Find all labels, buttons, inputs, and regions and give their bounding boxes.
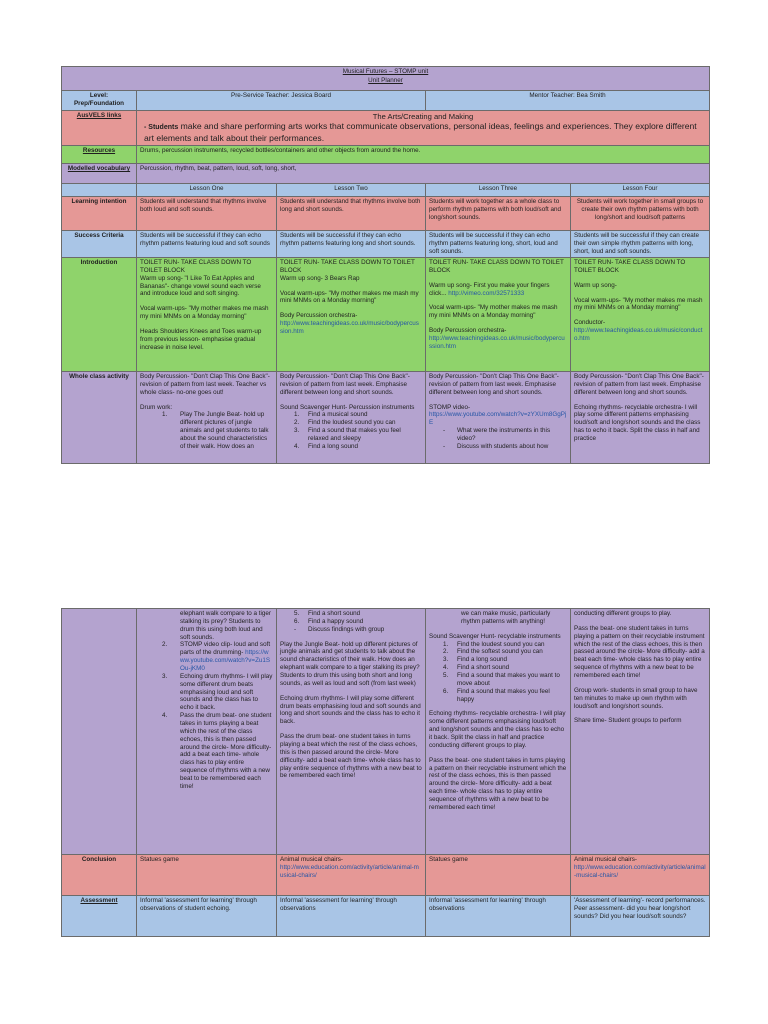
assessment-lesson-1: Informal 'assessment for learning' through observations of student echoing. (137, 896, 277, 937)
intro-l2-body-percussion-link[interactable]: http://www.teachingideas.co.uk/music/bodypercussion.htm (280, 320, 419, 336)
list-item: - What were the instruments in this video? (443, 427, 551, 443)
whole-class-lesson-3 (426, 372, 571, 464)
continued-lesson-3 (426, 609, 571, 855)
cont-l1-lead: elephant walk compare to a tiger stalking its prey? Students to drum this using both loud and soft sounds. (180, 610, 272, 641)
intro-l2-warmup-song: Warm up song- 3 Bears Rap (280, 274, 360, 282)
conclusion-lesson-2 (277, 855, 426, 896)
lesson-one-header: Lesson One (137, 184, 277, 197)
ausvels-body-text: make and share performing arts works that communicate observations, personal ideas, feelings and experiences. They explore different art elements and talk about their performances. (144, 121, 697, 143)
intro-l3-toilet-run: TOILET RUN- TAKE CLASS DOWN TO TOILET BLOCK (429, 259, 564, 274)
cont-l4-lead: conducting different groups to play. (574, 610, 672, 617)
list-item: 2. STOMP video clip- loud and soft parts of the drumming- https://www.youtube.com/watch?v=Zu1SOu-jKM0 (162, 641, 271, 673)
introduction-lesson-3 (426, 258, 571, 372)
learning-intention-lesson-1: Students will understand that rhythms involve both loud and soft sounds. (137, 197, 277, 231)
cont-l2-echoing: Echoing drum rhythms- I will play some different drum beats emphasising loud and soft sounds and long and short sounds and the class has to echo it back. (280, 694, 421, 726)
introduction-lesson-1 (137, 258, 277, 372)
learning-intention-label: Learning intention (62, 197, 137, 231)
learning-intention-lesson-3: Students will work together as a whole class to perform rhythm patterns with both loud/soft and long/short sounds. (426, 197, 571, 231)
conclusion-l4-link[interactable]: http://www.education.com/activity/article/animal-musical-chairs/ (574, 863, 706, 879)
cont-l3-pass-beat: Pass the beat- one student takes in turns playing a pattern on their recyclable instrument which the rest of the class echoes, this is then passed around the circle- More difficulty- add a beat each time- whole class has to play entire sequence of rhythms with a new beat to be remembered each time! (429, 756, 567, 811)
continued-lesson-1 (137, 609, 277, 855)
cont-l4-share-time: Share time- Student groups to perform (574, 717, 682, 725)
cont-l4-group-work: Group work- students in small group to have ten minutes to make up own rhythm with loud/soft and long/short sounds. (574, 686, 698, 710)
continued-lesson-4 (571, 609, 710, 855)
level-label: Level: Prep/Foundation (62, 91, 137, 111)
whole-class-lesson-4 (571, 372, 710, 464)
intro-l1-vocal-warmup: Vocal warm-ups- "My mother makes me mash my mini MNMs on a Monday morning" (140, 305, 269, 321)
cont-l2-pass-drum: Pass the drum beat- one student takes in turns playing a beat which the rest of the class echoes, this is then passed around the circle- More difficulty- add a beat each time- whole class has to play entire sequence of rhythms with a new beat to be remembered each time! (280, 733, 422, 780)
assessment-lesson-4: 'Assessment of learning'- record performances. Peer assessment- did you hear long/short sounds? Did you hear loud/soft sounds? (571, 896, 710, 937)
conclusion-l4-text: Animal musical chairs- (574, 856, 637, 863)
lesson-three-header: Lesson Three (426, 184, 571, 197)
list-item: 2. Find the loudest sound you can (294, 419, 396, 427)
cont-l2-list (280, 610, 422, 634)
pre-service-teacher: Pre-Service Teacher: Jessica Board (137, 91, 426, 111)
wc-l1-list (140, 411, 273, 450)
whole-class-lesson-1 (137, 372, 277, 464)
vocabulary-text: Percussion, rhythm, beat, pattern, loud, soft, long, short, (137, 164, 710, 184)
success-criteria-lesson-1: Students will be successful if they can echo rhythm patterns featuring loud and soft sounds (137, 231, 277, 258)
list-item: 3. Find a sound that makes you feel relaxed and sleepy (294, 427, 401, 443)
list-item: 4. Find a long sound (294, 442, 359, 450)
intro-l3-vimeo-link[interactable]: http://vimeo.com/32571333 (448, 289, 525, 297)
list-item: 6. Find a sound that makes you feel happy (443, 687, 550, 703)
conclusion-lesson-1: Statues game (137, 855, 277, 896)
list-item: 3. Echoing drum rhythms- I will play some different drum beats emphasising loud and soft sounds and the class has to echo it back. (162, 672, 273, 712)
unit-title-line-1: Musical Futures – STOMP unit (342, 68, 429, 75)
wc-l3-stomp-video: STOMP video- (429, 403, 471, 411)
intro-l4-conductor-link[interactable]: http://www.teachingideas.co.uk/music/conducto.htm (574, 327, 703, 343)
intro-l3-vocal-warmup: Vocal warm-ups- "My mother makes me mash my mini MNMs on a Monday morning" (429, 304, 558, 320)
unit-title (62, 67, 710, 91)
conclusion-label: Conclusion (62, 855, 137, 896)
list-item: 1. Find a musical sound (294, 411, 368, 419)
intro-l1-warmup-song: Warm up song- "I Like To Eat Apples and Bananas"- change vowel sound each verse and introduce loud and soft singing. (140, 274, 261, 298)
cont-l3-lead: we can make music, particularly rhythm patterns with anything! (461, 610, 551, 625)
intro-l3-body-percussion-link[interactable]: http://www.teachingideas.co.uk/music/bodypercussion.htm (429, 335, 565, 350)
success-criteria-lesson-3: Students will be successful if they can echo rhythm patterns featuring long, short, loud and soft sounds. (426, 231, 571, 258)
wc-l2-body-percussion: Body Percussion- "Don't Clap This One Back"- revision of pattern from last week. Emphasise different between long and short sounds. (280, 373, 410, 396)
lesson-four-header: Lesson Four (571, 184, 710, 197)
intro-l3-warmup-song (429, 282, 567, 298)
unit-title-line-2: Unit Planner (368, 76, 403, 84)
cont-l2-jungle-beat: Play the Jungle Beat- hold up different pictures of jungle animals and get students to talk about the sound characteristics of their walk. How does an elephant walk compare to a tiger stalking its prey? Students to drum this using both short and long sounds, as well as loud and soft (from last week) (280, 640, 420, 687)
list-item: 5. Find a sound that makes you want to move about (443, 672, 560, 687)
introduction-label: Introduction (62, 258, 137, 372)
cont-l3-echoing: Echoing rhythms- recyclable orchestra- I will play some different patterns emphasising loud/soft and long/short sounds and the class has to echo it back. Split the class in half and practice conducting different groups to play. (429, 710, 566, 749)
resources-text: Drums, percussion instruments, recycled bottles/containers and other objects from around the home. (137, 146, 710, 164)
intro-l4-vocal-warmup: Vocal warm-ups- "My mother makes me mash my mini MNMs on a Monday morning" (574, 296, 703, 312)
list-item: - Discuss findings with group (294, 625, 385, 633)
wc-l4-body-percussion: Body Percussion- "Don't Clap This One Back"- revision of pattern from last week. Emphasise different between long and short sounds. (574, 373, 704, 396)
list-item: 1. Play The Jungle Beat- hold up different pictures of jungle animals and get students to talk about the sound characteristics of their walk. How does an (162, 411, 269, 450)
intro-l2-body-percussion: Body Percussion orchestra- (280, 312, 358, 320)
cont-l3-scavenger-hunt: Sound Scavenger Hunt- recyclable instruments (429, 632, 561, 640)
conclusion-l2-link[interactable]: http://www.education.com/activity/article/animal-musical-chairs/ (280, 863, 419, 879)
intro-l3-body-percussion: Body Percussion orchestra- (429, 327, 507, 335)
conclusion-l2-text: Animal musical chairs- (280, 856, 343, 863)
mentor-teacher: Mentor Teacher: Bea Smith (426, 91, 710, 111)
introduction-lesson-4 (571, 258, 710, 372)
vocabulary-label: Modelled vocabulary (62, 164, 137, 184)
intro-l4-toilet-run: TOILET RUN- TAKE CLASS DOWN TO TOILET BLOCK (574, 259, 686, 274)
whole-class-lesson-2 (277, 372, 426, 464)
unit-planner-table-page-2 (61, 608, 710, 937)
list-item: 1. Find the loudest sound you can (443, 640, 545, 648)
list-item: 6. Find a happy sound (294, 617, 364, 625)
whole-class-label: Whole class activity (62, 372, 137, 464)
wc-l3-list (429, 427, 567, 451)
wc-l2-scavenger-hunt: Sound Scavenger Hunt- Percussion instruments (280, 403, 415, 411)
success-criteria-lesson-2: Students will be successful if they can echo rhythm patterns featuring long and short sounds. (277, 231, 426, 258)
intro-l1-heads-shoulders: Heads Shoulders Knees and Toes warm-up from previous lesson- emphasise gradual increase in noise level. (140, 328, 262, 351)
list-item: 4. Find a short sound (443, 664, 510, 672)
assessment-lesson-2: Informal 'assessment for learning' through observations (277, 896, 426, 937)
ausvels-body-prefix: - Students (144, 124, 179, 132)
cont-l1-list (140, 641, 273, 790)
assessment-label: Assessment (62, 896, 137, 937)
intro-l2-toilet-run: TOILET RUN- TAKE CLASS DOWN TO TOILET BLOCK (280, 259, 415, 274)
success-criteria-label: Success Criteria (62, 231, 137, 258)
intro-l4-conductor: Conductor- (574, 319, 606, 327)
intro-l4-warmup-song: Warm up song- (574, 281, 617, 289)
ausvels-title: The Arts/Creating and Making (372, 112, 474, 121)
list-item: 2. Find the softest sound you can (443, 648, 543, 656)
wc-l4-echoing-rhythms: Echoing rhythms- recyclable orchestra- I will play some different patterns emphasising loud/soft and long/short sounds and the class has to echo it back. Split the class in half and practice (574, 403, 701, 443)
intro-l1-toilet-run: TOILET RUN- TAKE CLASS DOWN TO TOILET BLOCK (140, 259, 252, 274)
learning-intention-lesson-2: Students will understand that rhythms involve both long and short sounds. (277, 197, 426, 231)
wc-l3-body-percussion: Body Percussion- "Don't Clap This One Back"- revision of pattern from last week. Emphasise different between long and short sounds. (429, 373, 559, 396)
cont-l3-list (429, 641, 567, 704)
continued-lesson-2 (277, 609, 426, 855)
learning-intention-lesson-4: Students will work together in small groups to create their own rhythm patterns with both long/short and loud/soft patterns (571, 197, 710, 231)
wc-l1-drum-work: Drum work: (140, 403, 173, 411)
wc-l3-stomp-link[interactable]: https://www.youtube.com/watch?v=zYXUm8GgPjE (429, 411, 567, 427)
cont-l1-stomp-link[interactable]: https://www.youtube.com/watch?v=Zu1SOu-jKM0 (180, 649, 271, 673)
list-item: - Discuss with students about how (443, 442, 549, 450)
intro-l2-vocal-warmup: Vocal warm-ups- "My mother makes me mash my mini MNMs on a Monday morning" (280, 289, 419, 305)
resources-label: Resources (62, 146, 137, 164)
conclusion-lesson-4 (571, 855, 710, 896)
list-item: 4. Pass the drum beat- one student takes in turns playing a beat which the rest of the class echoes, this is then passed around the circle- More difficulty- add a beat each time- whole class has to play entire sequence of rhythms with a new beat to be remembered each time! (162, 712, 272, 790)
conclusion-lesson-3: Statues game (426, 855, 571, 896)
ausvels-label: AusVELS links (62, 111, 137, 146)
list-item: 3. Find a long sound (443, 656, 508, 664)
success-criteria-lesson-4: Students will be successful if they can create their own simple rhythm patterns with long, short, loud and soft sounds. (571, 231, 710, 258)
cont-l4-pass-beat: Pass the beat- one student takes in turns playing a pattern on their recyclable instrument which the rest of the class echoes, this is then passed around the circle- More difficulty- add a beat each time- whole class has to play entire sequence of rhythms with a new beat to be remembered each time! (574, 624, 705, 680)
unit-planner-table-page-1 (61, 66, 710, 464)
introduction-lesson-2 (277, 258, 426, 372)
lesson-two-header: Lesson Two (277, 184, 426, 197)
continued-label-blank (62, 609, 137, 855)
list-item: 5. Find a short sound (294, 610, 361, 617)
intro-l3-warmup-song-text: Warm up song- First you make your fingers click... (429, 281, 550, 297)
lesson-header-blank (62, 184, 137, 197)
ausvels-body (140, 121, 706, 143)
wc-l1-body-percussion: Body Percussion- "Don't Clap This One Back"- revision of pattern from last week. Teacher vs whole class- no-one goes out! (140, 373, 270, 396)
ausvels-content (137, 111, 710, 146)
wc-l2-list (280, 411, 422, 450)
assessment-lesson-3: Informal 'assessment for learning' through observations (426, 896, 571, 937)
